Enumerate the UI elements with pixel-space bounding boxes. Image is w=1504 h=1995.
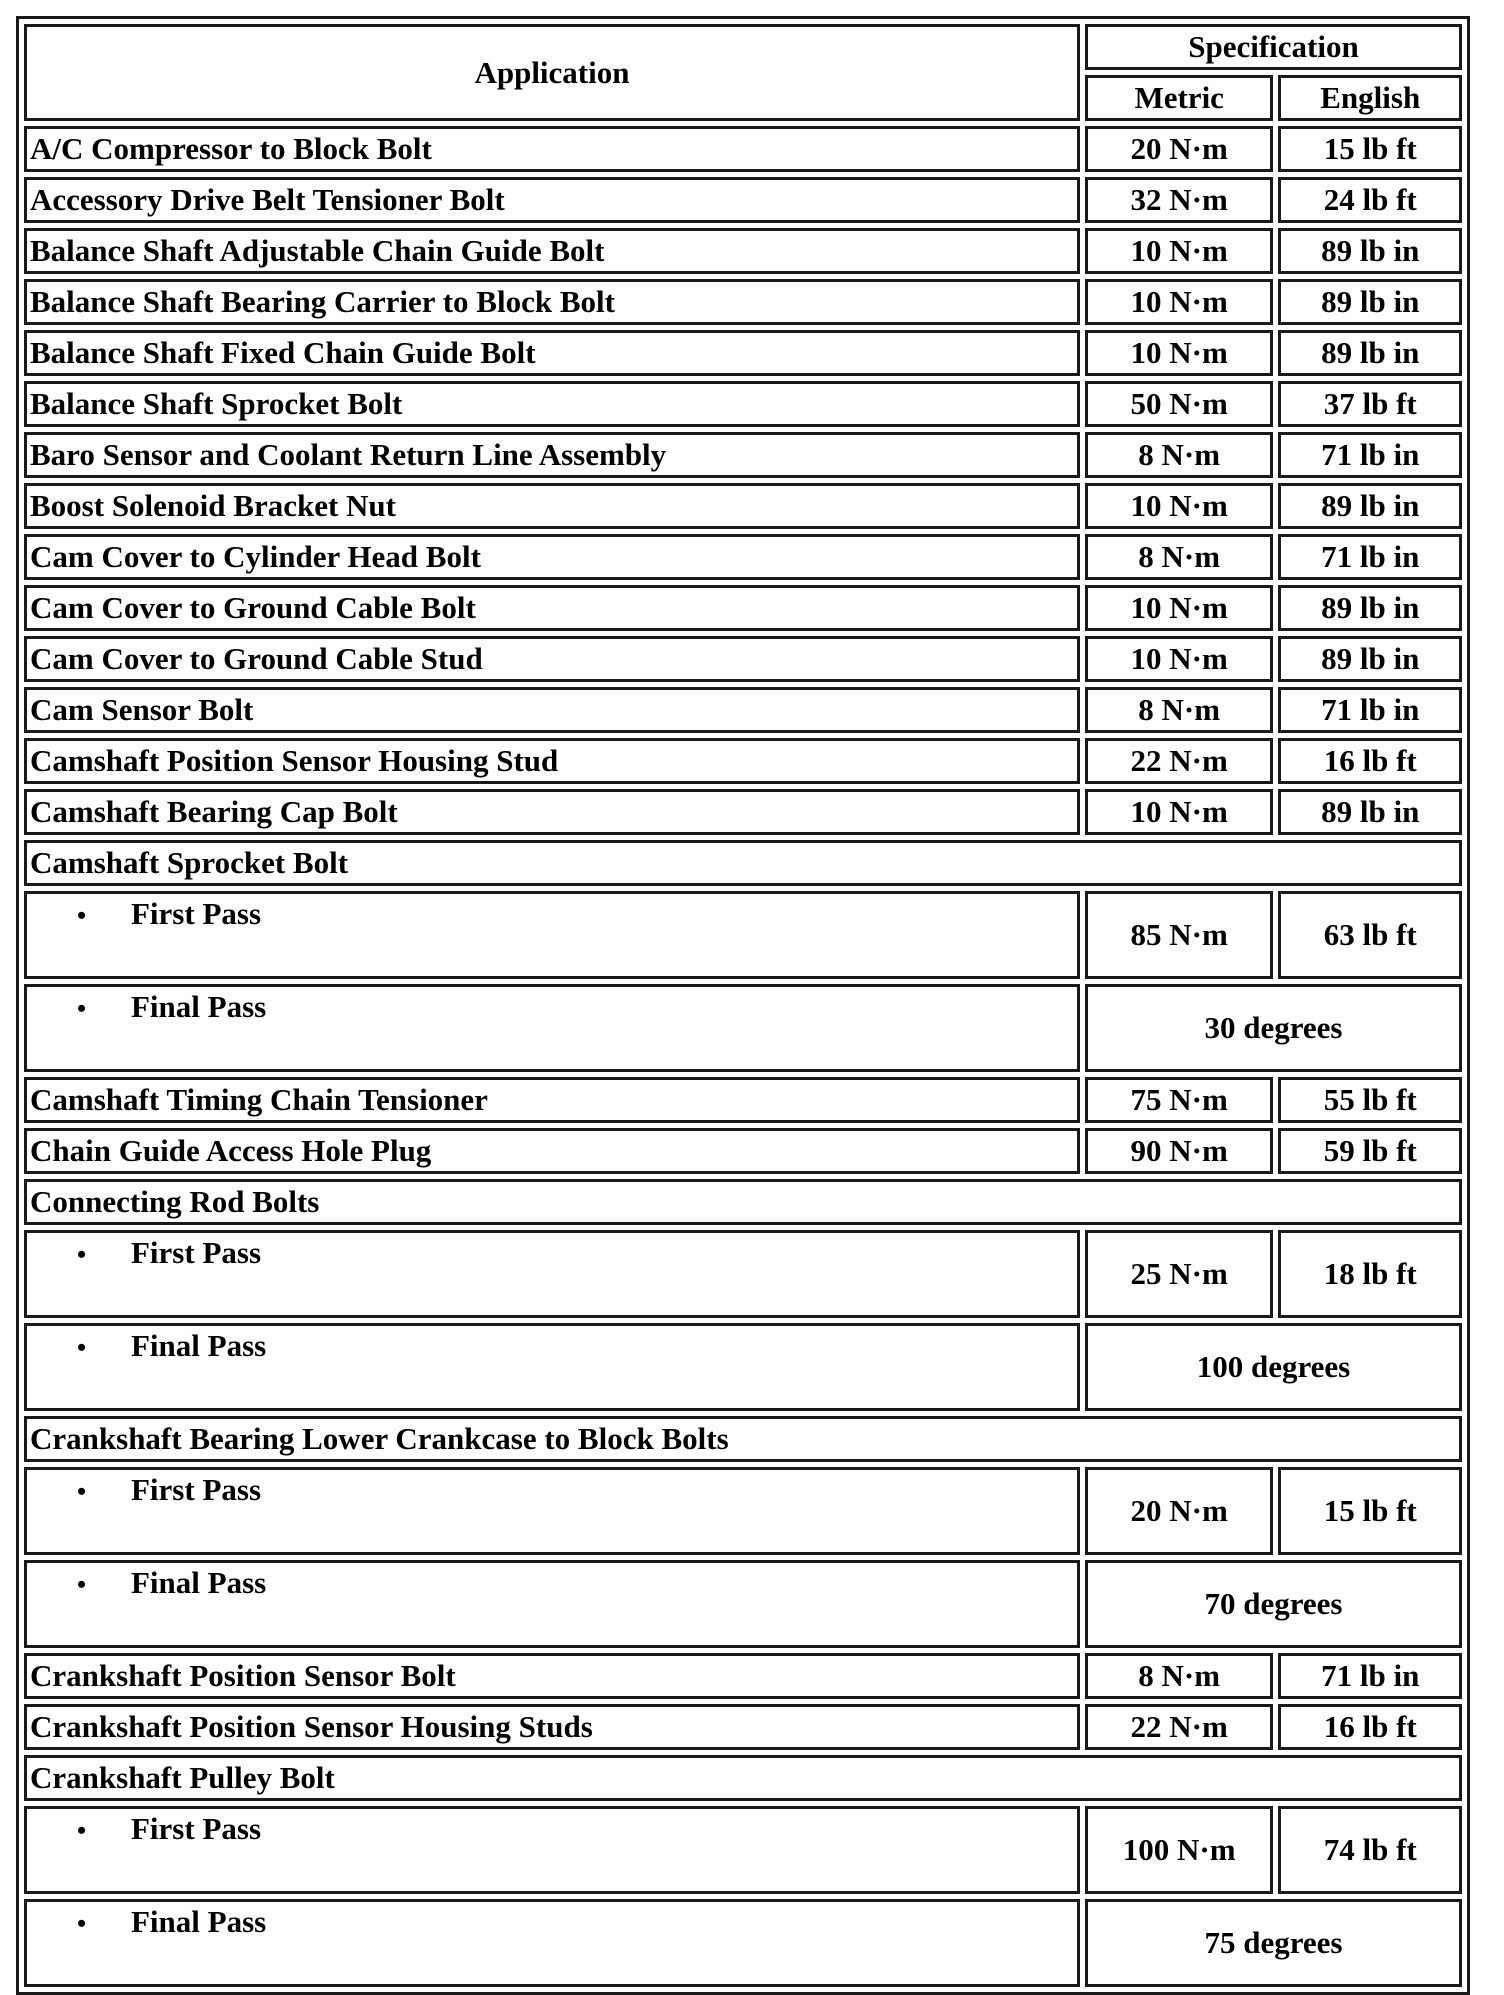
english-cell: 71 lb in [1278, 687, 1462, 733]
table-row [24, 483, 1462, 529]
metric-cell: 8 N·m [1085, 1653, 1274, 1699]
group-heading-cell: Crankshaft Pulley Bolt [24, 1755, 1462, 1801]
pass-label-cell [24, 984, 1080, 1072]
final-pass-row [24, 984, 1462, 1072]
pass-label: Final Pass [131, 1328, 267, 1363]
application-cell: Camshaft Bearing Cap Bolt [24, 789, 1080, 835]
application-cell: Cam Sensor Bolt [24, 687, 1080, 733]
metric-cell: 10 N·m [1085, 585, 1274, 631]
pass-label-cell [24, 1899, 1080, 1987]
application-cell: Balance Shaft Sprocket Bolt [24, 381, 1080, 427]
application-cell: Balance Shaft Fixed Chain Guide Bolt [24, 330, 1080, 376]
torque-spec-table [16, 16, 1470, 1995]
english-cell: 63 lb ft [1278, 891, 1462, 979]
final-pass-row [24, 1560, 1462, 1648]
application-cell: Chain Guide Access Hole Plug [24, 1128, 1080, 1174]
group-heading-row [24, 1755, 1462, 1801]
pass-label: First Pass [131, 1235, 262, 1270]
english-cell: 74 lb ft [1278, 1806, 1462, 1894]
group-heading-row [24, 840, 1462, 886]
table-row [24, 738, 1462, 784]
application-cell: Cam Cover to Ground Cable Stud [24, 636, 1080, 682]
metric-cell: 50 N·m [1085, 381, 1274, 427]
degrees-cell: 30 degrees [1085, 984, 1462, 1072]
application-cell: Crankshaft Position Sensor Bolt [24, 1653, 1080, 1699]
metric-cell: 32 N·m [1085, 177, 1274, 223]
application-cell: Cam Cover to Cylinder Head Bolt [24, 534, 1080, 580]
english-cell: 89 lb in [1278, 483, 1462, 529]
application-cell: Boost Solenoid Bracket Nut [24, 483, 1080, 529]
table-row [24, 1704, 1462, 1750]
english-cell: 71 lb in [1278, 1653, 1462, 1699]
application-cell: A/C Compressor to Block Bolt [24, 126, 1080, 172]
final-pass-row [24, 1323, 1462, 1411]
table-row [24, 789, 1462, 835]
table-row [24, 126, 1462, 172]
english-cell: 16 lb ft [1278, 738, 1462, 784]
application-cell: Crankshaft Position Sensor Housing Studs [24, 1704, 1080, 1750]
table-row [24, 177, 1462, 223]
metric-cell: 22 N·m [1085, 1704, 1274, 1750]
bullet-icon: • [77, 1333, 87, 1362]
english-cell: 37 lb ft [1278, 381, 1462, 427]
application-cell: Camshaft Timing Chain Tensioner [24, 1077, 1080, 1123]
table-row [24, 1077, 1462, 1123]
table-row [24, 432, 1462, 478]
english-cell: 89 lb in [1278, 279, 1462, 325]
english-cell: 24 lb ft [1278, 177, 1462, 223]
english-cell: 15 lb ft [1278, 126, 1462, 172]
degrees-cell: 75 degrees [1085, 1899, 1462, 1987]
english-cell: 89 lb in [1278, 789, 1462, 835]
metric-cell: 10 N·m [1085, 279, 1274, 325]
english-cell: 89 lb in [1278, 228, 1462, 274]
metric-cell: 8 N·m [1085, 432, 1274, 478]
group-heading-row [24, 1416, 1462, 1462]
metric-cell: 22 N·m [1085, 738, 1274, 784]
table-row [24, 279, 1462, 325]
metric-cell: 75 N·m [1085, 1077, 1274, 1123]
group-heading-cell: Camshaft Sprocket Bolt [24, 840, 1462, 886]
english-cell: 59 lb ft [1278, 1128, 1462, 1174]
english-cell: 15 lb ft [1278, 1467, 1462, 1555]
metric-cell: 20 N·m [1085, 126, 1274, 172]
pass-label: First Pass [131, 896, 262, 931]
group-heading-cell: Connecting Rod Bolts [24, 1179, 1462, 1225]
table-row [24, 330, 1462, 376]
metric-column-header: Metric [1085, 75, 1274, 121]
metric-cell: 10 N·m [1085, 228, 1274, 274]
application-cell: Camshaft Position Sensor Housing Stud [24, 738, 1080, 784]
table-header [24, 24, 1462, 121]
table-row [24, 585, 1462, 631]
application-cell: Balance Shaft Bearing Carrier to Block Bolt [24, 279, 1080, 325]
english-column-header: English [1278, 75, 1462, 121]
english-cell: 89 lb in [1278, 585, 1462, 631]
metric-cell: 8 N·m [1085, 687, 1274, 733]
metric-cell: 10 N·m [1085, 483, 1274, 529]
table-row [24, 534, 1462, 580]
pass-label: First Pass [131, 1472, 262, 1507]
first-pass-row [24, 891, 1462, 979]
metric-cell: 10 N·m [1085, 636, 1274, 682]
degrees-cell: 100 degrees [1085, 1323, 1462, 1411]
table-row [24, 381, 1462, 427]
table-row [24, 1128, 1462, 1174]
application-column-header: Application [24, 24, 1080, 121]
first-pass-row [24, 1806, 1462, 1894]
bullet-icon: • [77, 1816, 87, 1845]
english-cell: 71 lb in [1278, 432, 1462, 478]
english-cell: 18 lb ft [1278, 1230, 1462, 1318]
english-cell: 89 lb in [1278, 330, 1462, 376]
pass-label: Final Pass [131, 1904, 267, 1939]
application-cell: Cam Cover to Ground Cable Bolt [24, 585, 1080, 631]
metric-cell: 85 N·m [1085, 891, 1274, 979]
group-heading-cell: Crankshaft Bearing Lower Crankcase to Block Bolts [24, 1416, 1462, 1462]
group-heading-row [24, 1179, 1462, 1225]
metric-cell: 10 N·m [1085, 789, 1274, 835]
metric-cell: 20 N·m [1085, 1467, 1274, 1555]
bullet-icon: • [77, 1477, 87, 1506]
metric-cell: 25 N·m [1085, 1230, 1274, 1318]
application-cell: Baro Sensor and Coolant Return Line Assembly [24, 432, 1080, 478]
table-row [24, 687, 1462, 733]
metric-cell: 10 N·m [1085, 330, 1274, 376]
specification-column-header: Specification [1085, 24, 1462, 70]
english-cell: 71 lb in [1278, 534, 1462, 580]
bullet-icon: • [77, 1909, 87, 1938]
pass-label-cell [24, 1323, 1080, 1411]
table-row [24, 636, 1462, 682]
english-cell: 89 lb in [1278, 636, 1462, 682]
first-pass-row [24, 1230, 1462, 1318]
english-cell: 55 lb ft [1278, 1077, 1462, 1123]
application-cell: Balance Shaft Adjustable Chain Guide Bolt [24, 228, 1080, 274]
pass-label: First Pass [131, 1811, 262, 1846]
pass-label-cell [24, 1467, 1080, 1555]
bullet-icon: • [77, 1240, 87, 1269]
pass-label: Final Pass [131, 1565, 267, 1600]
pass-label-cell [24, 1806, 1080, 1894]
english-cell: 16 lb ft [1278, 1704, 1462, 1750]
bullet-icon: • [77, 994, 87, 1023]
final-pass-row [24, 1899, 1462, 1987]
bullet-icon: • [77, 901, 87, 930]
table-row [24, 1653, 1462, 1699]
metric-cell: 100 N·m [1085, 1806, 1274, 1894]
bullet-icon: • [77, 1570, 87, 1599]
pass-label-cell [24, 891, 1080, 979]
pass-label: Final Pass [131, 989, 267, 1024]
pass-label-cell [24, 1230, 1080, 1318]
metric-cell: 8 N·m [1085, 534, 1274, 580]
metric-cell: 90 N·m [1085, 1128, 1274, 1174]
first-pass-row [24, 1467, 1462, 1555]
table-row [24, 228, 1462, 274]
header-row-top [24, 24, 1462, 70]
application-cell: Accessory Drive Belt Tensioner Bolt [24, 177, 1080, 223]
pass-label-cell [24, 1560, 1080, 1648]
degrees-cell: 70 degrees [1085, 1560, 1462, 1648]
table-body [24, 126, 1462, 1987]
